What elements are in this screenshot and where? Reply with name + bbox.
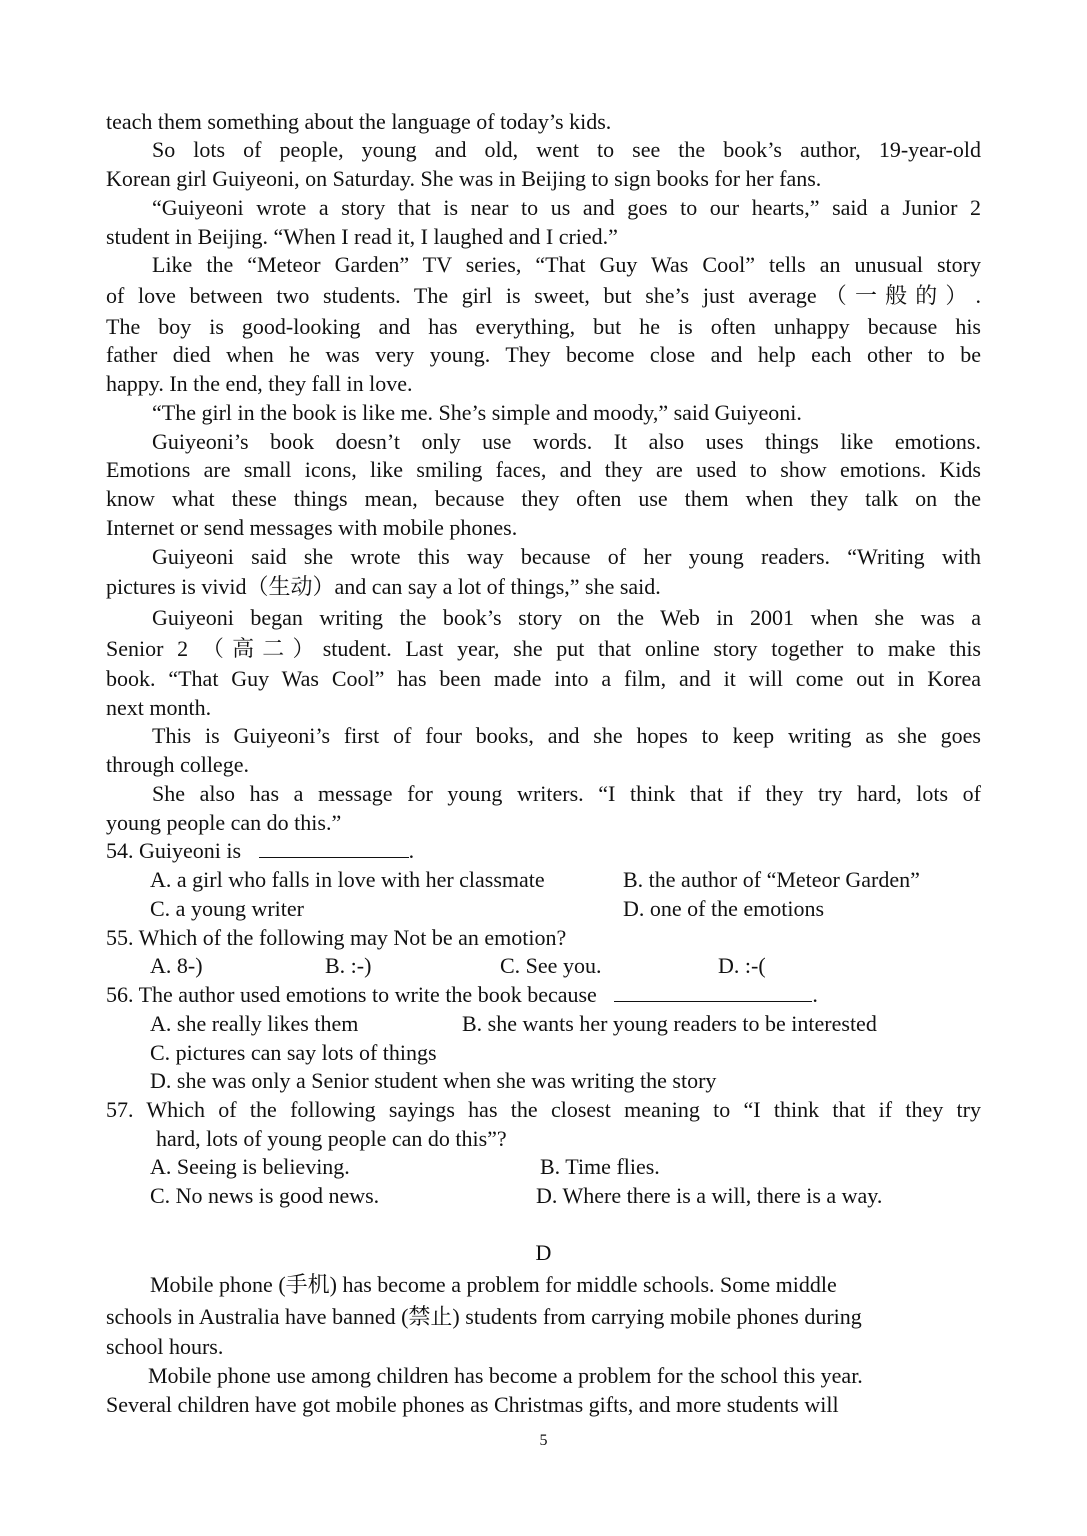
question-punct: . <box>408 838 415 863</box>
passage-line: This is Guiyeoni’s first of four books, and she hopes to keep writing as she goes <box>152 723 981 748</box>
passage-line: know what these things mean, because they often use them when they talk on the <box>106 486 981 511</box>
passage-line: So lots of people, young and old, went to see the book’s author, 19-year-old <box>152 137 981 162</box>
passage-line: Mobile phone (手机) has become a problem for middle schools. Some middle <box>150 1272 837 1297</box>
option-d: D. one of the emotions <box>623 896 825 921</box>
passage-line: Senior 2 （高二）student. Last year, she put that online story together to make this <box>106 636 981 661</box>
passage-line: Emotions are small icons, like smiling faces, and they are used to show emotions. Kids <box>106 457 981 482</box>
passage-line: schools in Australia have banned (禁止) students from carrying mobile phones during <box>106 1304 862 1329</box>
option-c: C. a young writer <box>150 896 304 921</box>
passage-line: father died when he was very young. They become close and help each other to be <box>106 342 981 367</box>
option-c: C. See you. <box>500 953 602 978</box>
option-a: A. she really likes them <box>150 1011 359 1036</box>
passage-line: Guiyeoni’s book doesn’t only use words. It also uses things like emotions. <box>152 429 981 454</box>
passage-line: Several children have got mobile phones as Christmas gifts, and more students will <box>106 1392 839 1417</box>
passage-line: Guiyeoni began writing the book’s story on the Web in 2001 when she was a <box>152 605 981 630</box>
option-c: C. No news is good news. <box>150 1183 380 1208</box>
answer-blank <box>614 981 812 1002</box>
section-heading: D <box>535 1240 552 1265</box>
question-57-stem: 57. Which of the following sayings has the closest meaning to “I think that if they try <box>106 1097 981 1122</box>
option-d: D. she was only a Senior student when she was writing the story <box>150 1068 717 1093</box>
passage-line: young people can do this.” <box>106 810 342 835</box>
question-punct: . <box>812 982 818 1007</box>
passage-line: pictures is vivid（生动）and can say a lot of things,” she said. <box>106 574 661 599</box>
passage-line: next month. <box>106 695 212 720</box>
passage-line: Like the “Meteor Garden” TV series, “That Guy Was Cool” tells an unusual story <box>152 252 981 277</box>
option-a: A. Seeing is believing. <box>150 1154 350 1179</box>
passage-line: teach them something about the language of today’s kids. <box>106 109 612 134</box>
answer-blank <box>259 837 409 858</box>
question-56-stem <box>106 981 818 1009</box>
passage-line: book. “That Guy Was Cool” has been made into a film, and it will come out in Korea <box>106 666 981 691</box>
passage-line: “The girl in the book is like me. She’s simple and moody,” said Guiyeoni. <box>152 400 802 425</box>
passage-line: student in Beijing. “When I read it, I laughed and I cried.” <box>106 224 618 249</box>
option-b: B. the author of “Meteor Garden” <box>623 867 920 892</box>
passage-line: “Guiyeoni wrote a story that is near to us and goes to our hearts,” said a Junior 2 <box>152 195 981 220</box>
option-a: A. 8-) <box>150 953 203 978</box>
option-b: B. :-) <box>325 953 372 978</box>
passage-line: Guiyeoni said she wrote this way because of her young readers. “Writing with <box>152 544 981 569</box>
passage-line: through college. <box>106 752 249 777</box>
passage-line: happy. In the end, they fall in love. <box>106 371 413 396</box>
passage-line: of love between two students. The girl is sweet, but she’s just average（一般的）. <box>106 283 981 308</box>
option-d: D. Where there is a will, there is a way. <box>536 1183 883 1208</box>
passage-line: The boy is good-looking and has everything, but he is often unhappy because his <box>106 314 981 339</box>
option-d: D. :-( <box>718 953 766 978</box>
option-c: C. pictures can say lots of things <box>150 1040 437 1065</box>
passage-line: She also has a message for young writers. “I think that if they try hard, lots of <box>152 781 981 806</box>
question-57-stem-cont: hard, lots of young people can do this”? <box>156 1126 507 1151</box>
option-a: A. a girl who falls in love with her classmate <box>150 867 545 892</box>
passage-line: Internet or send messages with mobile phones. <box>106 515 518 540</box>
option-b: B. Time flies. <box>540 1154 660 1179</box>
question-54-stem <box>106 837 414 865</box>
passage-line: Korean girl Guiyeoni, on Saturday. She was in Beijing to sign books for her fans. <box>106 166 822 191</box>
question-text: 56. The author used emotions to write the book because <box>106 982 597 1007</box>
passage-line: school hours. <box>106 1334 224 1359</box>
page-number: 5 <box>539 1432 548 1449</box>
question-55-stem: 55. Which of the following may Not be an emotion? <box>106 925 567 950</box>
option-b: B. she wants her young readers to be interested <box>462 1011 877 1036</box>
question-text: 54. Guiyeoni is <box>106 838 242 863</box>
passage-line: Mobile phone use among children has become a problem for the school this year. <box>148 1363 863 1388</box>
